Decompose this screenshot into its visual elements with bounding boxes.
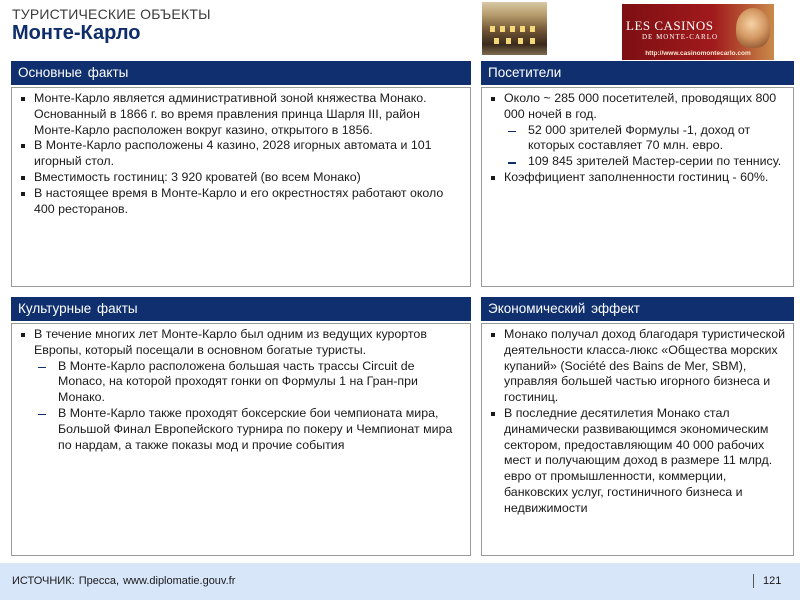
panel-culture-title: Культурные факты [11, 297, 471, 321]
logo-title: LES CASINOS [626, 18, 714, 33]
list-subitem: В Монте-Карло расположена большая часть трассы Circuit de Monaco, на которой проходят гонки оп Формулы 1 на Гран-при Монако. [18, 359, 464, 406]
list-item: В Монте-Карло расположены 4 казино, 2028 игорных автомата и 101 игорный стол. [18, 138, 464, 170]
list-subitem: 52 000 зрителей Формулы -1, доход от которых составляет 70 млн. евро. [488, 123, 787, 155]
list-subitem: В Монте-Карло также проходят боксерские бои чемпионата мира, Большой Финал Европейского турнира по покеру и Чемпионат мира по нардам, а также показы мод и прочие события [18, 406, 464, 453]
panel-economy-body [481, 323, 794, 556]
hotel-photo [482, 2, 547, 55]
list-item: Коэффициент заполненности гостиниц - 60%. [488, 170, 787, 186]
list-item: В течение многих лет Монте-Карло был одним из ведущих курортов Европы, который посещали в основном богатые туристы. [18, 327, 464, 359]
page-number: 121 [763, 575, 782, 587]
panel-economy-title: Экономический эффект [481, 297, 794, 321]
list-item: Около ~ 285 000 посетителей, проводящих 800 000 ночей в год. [488, 91, 787, 123]
section-kicker: ТУРИСТИЧЕСКИЕ ОБЪЕКТЫ [12, 6, 211, 22]
panel-culture [11, 297, 471, 556]
list-item: В последние десятилетия Монако стал динамически развивающимся экономическим сектором, предоставляющим 40 000 рабочих мест и получающим доход в размере 11 млрд. евро от промышленности, коммерции, банковских услуг, гостиничного бизнеса и недвижимости [488, 406, 787, 517]
list-item: В настоящее время в Монте-Карло и его окрестностях работают около 400 ресторанов. [18, 186, 464, 218]
panel-visitors [481, 61, 794, 287]
panel-culture-body [11, 323, 471, 556]
panel-key-facts-body [11, 87, 471, 287]
panel-key-facts [11, 61, 471, 287]
list-item: Вместимость гостиниц: 3 920 кроватей (во всем Монако) [18, 170, 464, 186]
panel-visitors-body [481, 87, 794, 287]
list-item: Монте-Карло является административной зоной княжества Монако. Основанный в 1866 г. во время правления принца Шарля III, район Монте-Карло расположен вокруг казино, открытого в 1856. [18, 91, 464, 138]
logo-url: http://www.casinomontecarlo.com [645, 50, 751, 57]
casino-logo [622, 4, 774, 60]
footer-bar [0, 563, 800, 600]
logo-portrait [736, 8, 770, 48]
panel-visitors-title: Посетители [481, 61, 794, 85]
footer-divider [753, 574, 754, 588]
panel-economy [481, 297, 794, 556]
page-title: Монте-Карло [12, 22, 141, 44]
logo-subtitle: DE MONTE-CARLO [642, 33, 719, 41]
list-item: Монако получал доход благодаря туристической деятельности класса-люкс «Общества морских купаний» (Société des Bains de Mer, SBM), управляя большей частью игорного бизнеса и гостиниц. [488, 327, 787, 406]
list-subitem: 109 845 зрителей Мастер-серии по теннису. [488, 154, 787, 170]
panel-key-facts-title: Основные факты [11, 61, 471, 85]
source-note: ИСТОЧНИК: Пресса, www.diplomatie.gouv.fr [12, 575, 236, 587]
